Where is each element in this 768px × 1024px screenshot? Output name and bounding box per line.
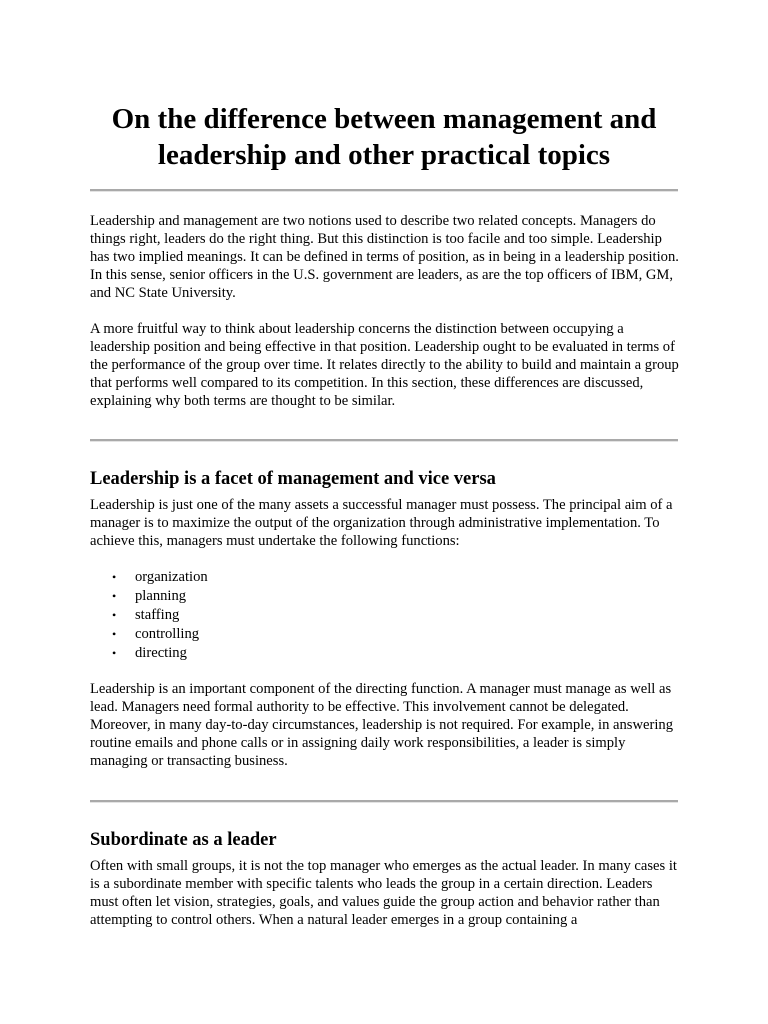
list-item xyxy=(90,625,650,644)
section1-paragraph-2: Leadership is an important component of the directing function. A manager must manage as well as lead. Managers need formal authority to be effective. This involvement cannot be delegated. Moreover, in many day-to-day circumstances, leadership is not required. For example, in answering routine emails and phone calls or in assigning daily work responsibilities, a leader is simply managing or transacting business. xyxy=(90,681,673,770)
title-line-2: leadership and other practical topics xyxy=(157,139,611,171)
section-heading-leadership-facet: Leadership is a facet of management and vice versa xyxy=(90,469,496,489)
list-item-label: staffing xyxy=(135,607,180,624)
management-functions-list xyxy=(90,568,650,663)
page-title xyxy=(60,101,708,173)
section2-paragraph-1: Often with small groups, it is not the top manager who emerges as the actual leader. In many cases it is a subordinate member with specific talents who leads the group in a certain direction. Leaders must often let vision, strategies, goals, and values guide the group action and behavior rather than attempting to control others. When a natural leader emerges in a group containing a xyxy=(90,858,677,929)
section-heading-subordinate-leader: Subordinate as a leader xyxy=(90,830,277,850)
list-item xyxy=(90,644,650,663)
list-item xyxy=(90,568,650,587)
list-item-label: controlling xyxy=(135,626,200,643)
list-item-label: organization xyxy=(135,569,208,585)
title-line-1: On the difference between management and xyxy=(111,103,657,135)
bullet-icon: • xyxy=(112,646,117,661)
horizontal-rule xyxy=(90,439,678,442)
bullet-icon: • xyxy=(112,608,117,623)
intro-paragraph-1: Leadership and management are two notions used to describe two related concepts. Managers do things right, leaders do the right thing. But this distinction is too facile and too simple. Leadership has two implied meanings. It can be defined in terms of position, as in being in a leadership position. In this sense, senior officers in the U.S. government are leaders, as are the top officers of IBM, GM, and NC State University. xyxy=(90,213,679,302)
list-item-label: directing xyxy=(135,645,187,662)
section1-paragraph-1: Leadership is just one of the many assets a successful manager must possess. The principal aim of a manager is to maximize the output of the organization through administrative implementation. To achieve this, managers must undertake the following functions: xyxy=(90,497,673,550)
list-item-label: planning xyxy=(135,588,187,605)
bullet-icon: • xyxy=(112,589,117,604)
list-item xyxy=(90,606,650,625)
bullet-icon: • xyxy=(112,627,117,642)
horizontal-rule xyxy=(90,800,678,803)
list-item xyxy=(90,587,650,606)
intro-paragraph-2: A more fruitful way to think about leadership concerns the distinction between occupying a leadership position and being effective in that position. Leadership ought to be evaluated in terms of the performance of the group over time. It relates directly to the ability to build and maintain a group that performs well compared to its competition. In this section, these differences are discussed, explaining why both terms are thought to be similar. xyxy=(90,321,679,410)
horizontal-rule xyxy=(90,189,678,192)
bullet-icon: • xyxy=(112,570,117,584)
